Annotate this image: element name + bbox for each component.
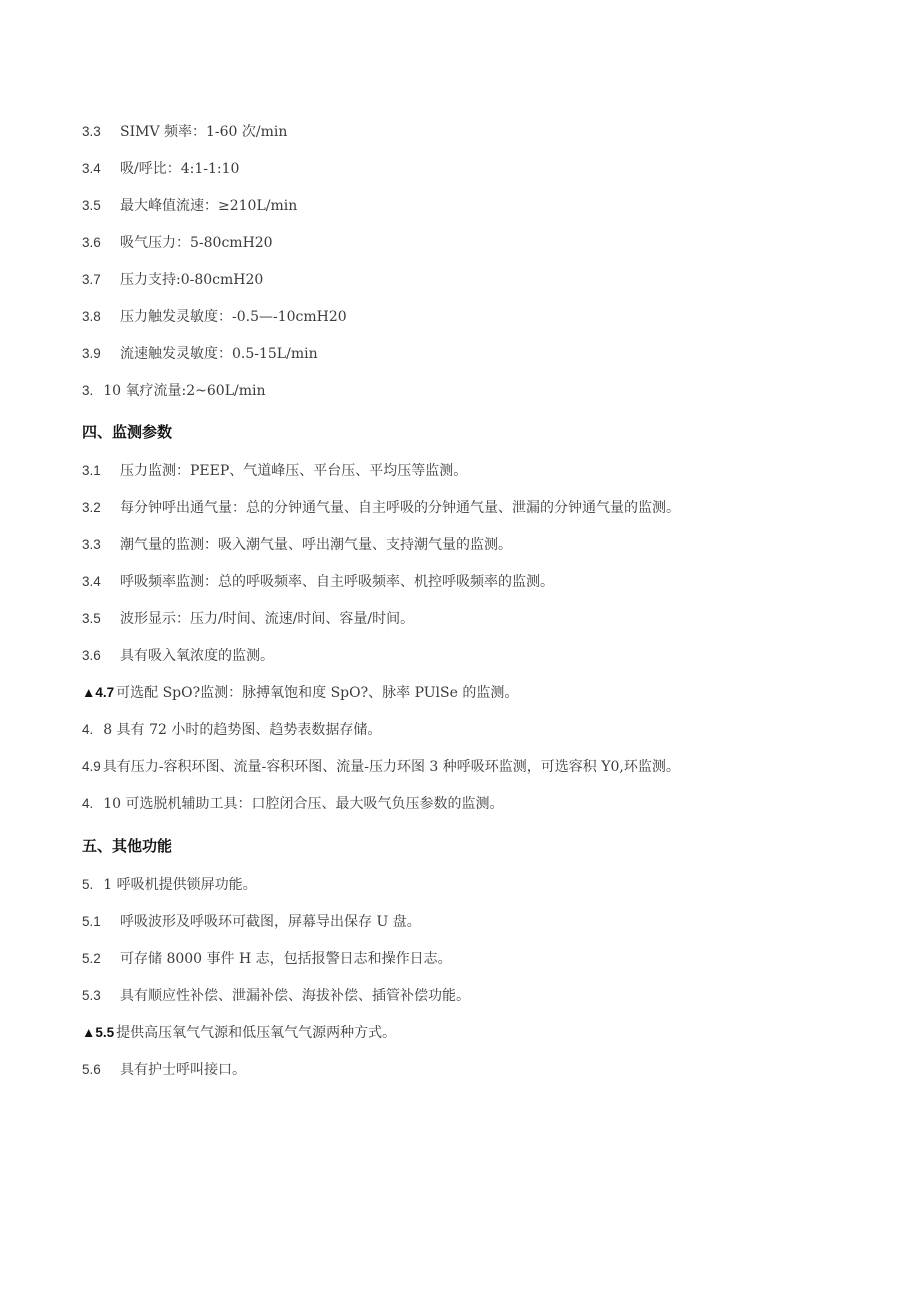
list-item — [82, 758, 680, 776]
list-item — [82, 913, 421, 931]
list-item — [82, 950, 452, 968]
item-number: 3.9 — [82, 346, 101, 361]
item-text: 10 可选脱机辅助工具：口腔闭合压、最大吸气负压参数的监测。 — [103, 796, 504, 812]
item-text: 提供高压氧气气源和低压氧气气源两种方式。 — [116, 1025, 397, 1041]
list-item — [82, 123, 287, 141]
item-text: 可存储 8000 事件 H 志，包括报警日志和操作日志。 — [120, 951, 452, 967]
section-heading: 四、监测参数 — [82, 423, 173, 441]
item-text: 具有吸入氧浓度的监测。 — [120, 648, 274, 664]
item-text: 最大峰值流速：≥210L/min — [120, 198, 298, 214]
item-number: 3.2 — [82, 500, 101, 515]
item-number: 3.4 — [82, 574, 101, 589]
item-number: 3.5 — [82, 198, 101, 213]
list-item — [82, 234, 273, 252]
item-number: 3.8 — [82, 309, 101, 324]
item-text: 每分钟呼出通气量：总的分钟通气量、自主呼吸的分钟通气量、泄漏的分钟通气量的监测。 — [120, 500, 680, 516]
list-item — [82, 160, 239, 178]
item-text: SIMV 频率：1-60 次/min — [120, 124, 288, 140]
item-text: 潮气量的监测：吸入潮气量、呼出潮气量、支持潮气量的监测。 — [120, 537, 512, 553]
list-item — [82, 271, 263, 289]
list-item — [82, 536, 512, 554]
item-text: 吸气压力：5-80cmH20 — [120, 235, 273, 251]
item-text: 具有顺应性补偿、泄漏补偿、海拔补偿、插管补偿功能。 — [120, 988, 470, 1004]
item-text: 压力监测：PEEP、气道峰压、平台压、平均压等监测。 — [120, 463, 468, 479]
item-number: 3.6 — [82, 235, 101, 250]
item-text: 10 氧疗流量:2~60L/min — [103, 383, 266, 399]
list-item — [82, 987, 470, 1005]
list-item — [82, 647, 274, 665]
list-item — [82, 499, 680, 517]
item-number: ▲4.7 — [82, 685, 115, 700]
item-text: 压力支持:0-80cmH20 — [120, 272, 264, 288]
list-item — [82, 382, 265, 400]
list-item — [82, 610, 414, 628]
item-number: 3.5 — [82, 611, 101, 626]
item-text: 呼吸波形及呼吸环可截图，屏幕导出保存 U 盘。 — [120, 914, 421, 930]
list-item — [82, 1024, 396, 1042]
item-text: 流速触发灵敏度：0.5-15L/min — [120, 346, 318, 362]
item-number: 4.9 — [82, 759, 101, 774]
item-number: 5.6 — [82, 1062, 101, 1077]
item-number: 5.3 — [82, 988, 101, 1003]
list-item — [82, 573, 554, 591]
list-item — [82, 684, 518, 702]
item-number: 3.7 — [82, 272, 101, 287]
item-number: 3.1 — [82, 463, 101, 478]
list-item — [82, 721, 381, 739]
item-text: 吸/呼比：4:1-1:10 — [120, 161, 240, 177]
item-number: 3.3 — [82, 537, 101, 552]
list-item — [82, 345, 318, 363]
item-text: 1 呼吸机提供锁屏功能。 — [103, 877, 257, 893]
item-text: 具有护士呼叫接口。 — [120, 1062, 246, 1078]
item-number: 3. — [82, 383, 94, 398]
item-text: 具有压力-容积环图、流量-容积环图、流量-压力环图 3 种呼吸环监测，可选容积 Y0,环监测。 — [102, 759, 680, 775]
section-heading: 五、其他功能 — [82, 837, 173, 855]
item-number: 5.1 — [82, 914, 101, 929]
item-number: 5.2 — [82, 951, 101, 966]
item-text: 压力触发灵敏度：-0.5—-10cmH20 — [120, 309, 347, 325]
list-item — [82, 876, 257, 894]
item-number: 3.6 — [82, 648, 101, 663]
item-number: 4. — [82, 796, 94, 811]
item-number: ▲5.5 — [82, 1025, 115, 1040]
item-text: 波形显示：压力/时间、流速/时间、容量/时间。 — [120, 611, 415, 627]
item-number: 3.3 — [82, 124, 101, 139]
item-text: 呼吸频率监测：总的呼吸频率、自主呼吸频率、机控呼吸频率的监测。 — [120, 574, 554, 590]
list-item — [82, 1061, 246, 1079]
list-item — [82, 308, 347, 326]
list-item — [82, 197, 297, 215]
list-item — [82, 795, 504, 813]
item-number: 3.4 — [82, 161, 101, 176]
item-number: 4. — [82, 722, 94, 737]
item-text: 8 具有 72 小时的趋势图、趋势表数据存储。 — [103, 722, 382, 738]
item-number: 5. — [82, 877, 94, 892]
item-text: 可选配 SpO?监测：脉搏氧饱和度 SpO?、脉率 PUlSe 的监测。 — [116, 685, 519, 701]
list-item — [82, 462, 467, 480]
